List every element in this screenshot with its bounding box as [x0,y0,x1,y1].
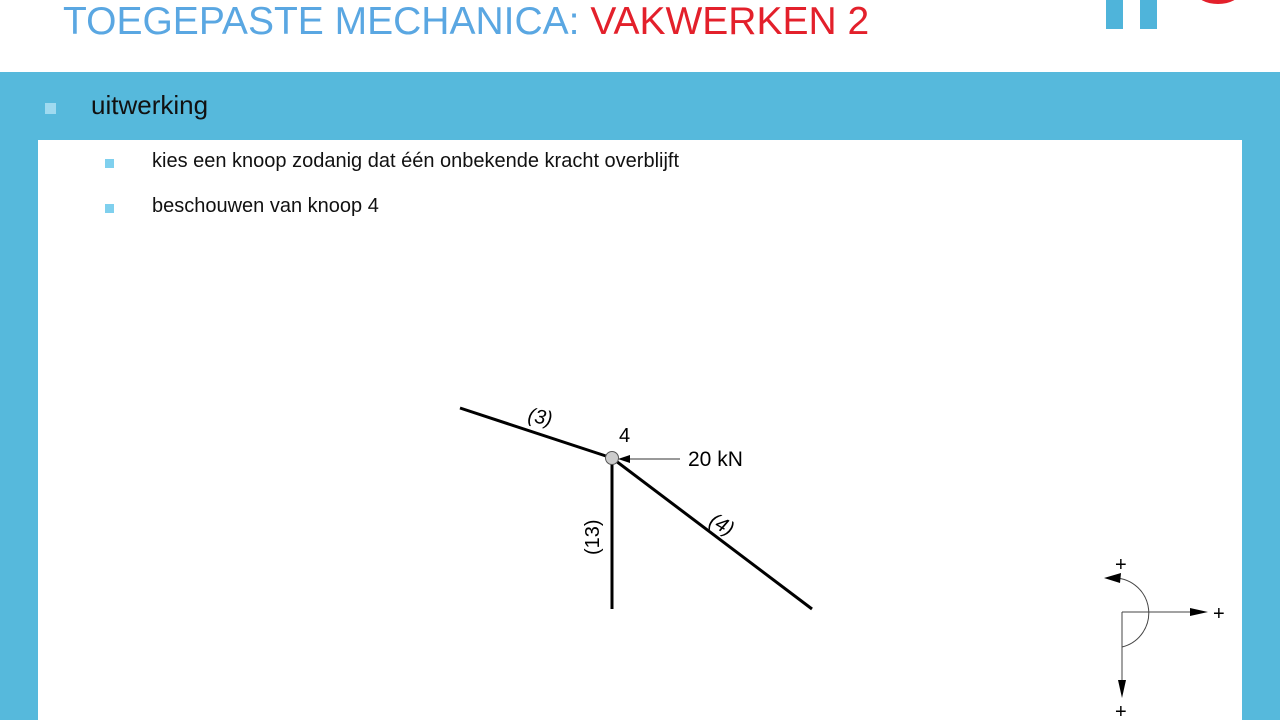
section-label: uitwerking [91,90,209,120]
title-accent: VAKWERKEN 2 [590,0,870,43]
force-label: 20 kN [688,448,743,471]
sign-convention [1104,554,1225,720]
title-main: TOEGEPASTE MECHANICA: [63,0,591,43]
node-label: 4 [619,425,631,447]
plus-x: + [1213,603,1225,625]
member-label-3: (3) [526,404,555,431]
node-4 [606,452,619,465]
plus-moment: + [1115,554,1127,576]
bullet-item: kies een knoop zodanig dat één onbekende kracht overblijft [152,150,680,172]
member-label-4: (4) [705,509,738,541]
bullet-item: beschouwen van knoop 4 [152,195,379,217]
member-label-13: (13) [582,519,604,555]
member-4 [612,458,812,609]
force-arrowhead [618,455,630,463]
plus-y: + [1115,701,1127,720]
arrow-right-icon [1190,608,1208,616]
arrow-down-icon [1118,680,1126,698]
